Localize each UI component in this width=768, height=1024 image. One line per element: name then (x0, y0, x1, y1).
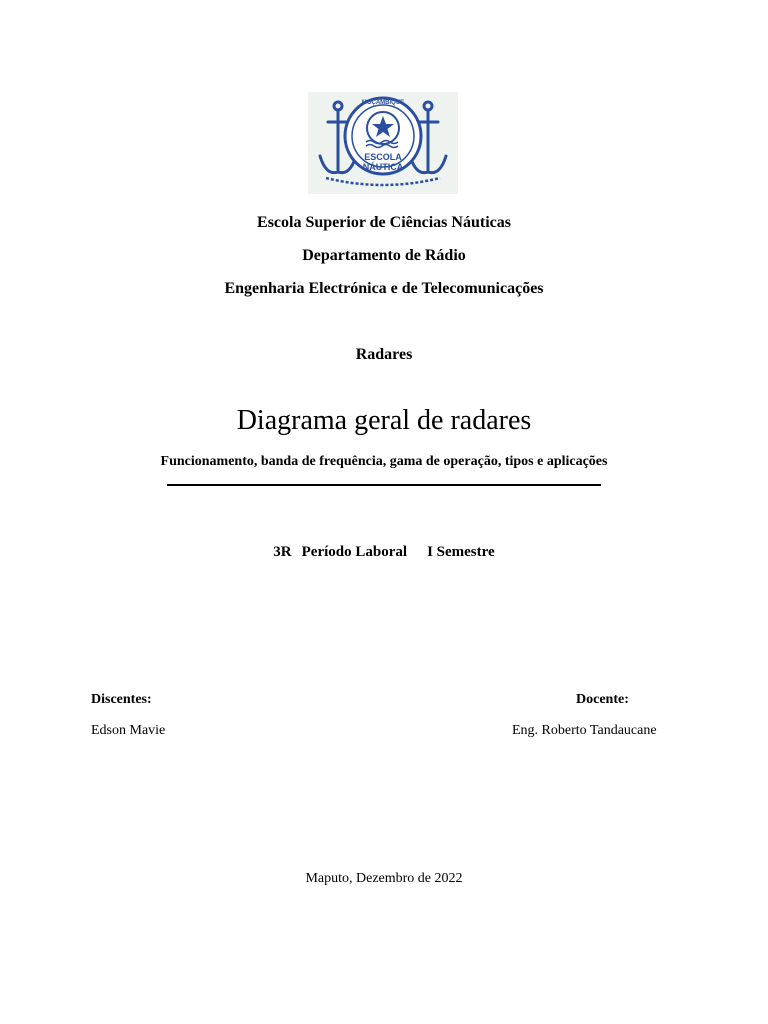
school-logo (308, 92, 458, 194)
program-name: Engenharia Electrónica e de Telecomunicações (224, 280, 544, 297)
document-subtitle: Funcionamento, banda de frequência, gama de operação, tipos e aplicações (160, 454, 608, 469)
teacher-name: Eng. Roberto Tandaucane (512, 723, 657, 738)
students-label: Discentes: (91, 692, 152, 707)
title-divider (167, 484, 601, 486)
period-line (0, 544, 768, 561)
logo-text-top: MOÇAMBIQUE (361, 100, 405, 106)
course-name: Radares (355, 346, 413, 363)
logo-text-line1: ESCOLA (364, 152, 402, 162)
anchor-emblem-icon (308, 92, 458, 194)
department-name: Departamento de Rádio (302, 247, 466, 264)
period-semester: I Semestre (427, 544, 495, 560)
logo-text-line2: NÁUTICA (362, 162, 404, 172)
teacher-label: Docente: (576, 692, 629, 707)
period-shift: Período Laboral (301, 544, 408, 560)
place-date: Maputo, Dezembro de 2022 (305, 871, 463, 886)
students-name: Edson Mavie (91, 723, 166, 738)
institution-name: Escola Superior de Ciências Náuticas (257, 214, 511, 231)
document-title: Diagrama geral de radares (236, 405, 532, 436)
period-year: 3R (273, 544, 292, 560)
